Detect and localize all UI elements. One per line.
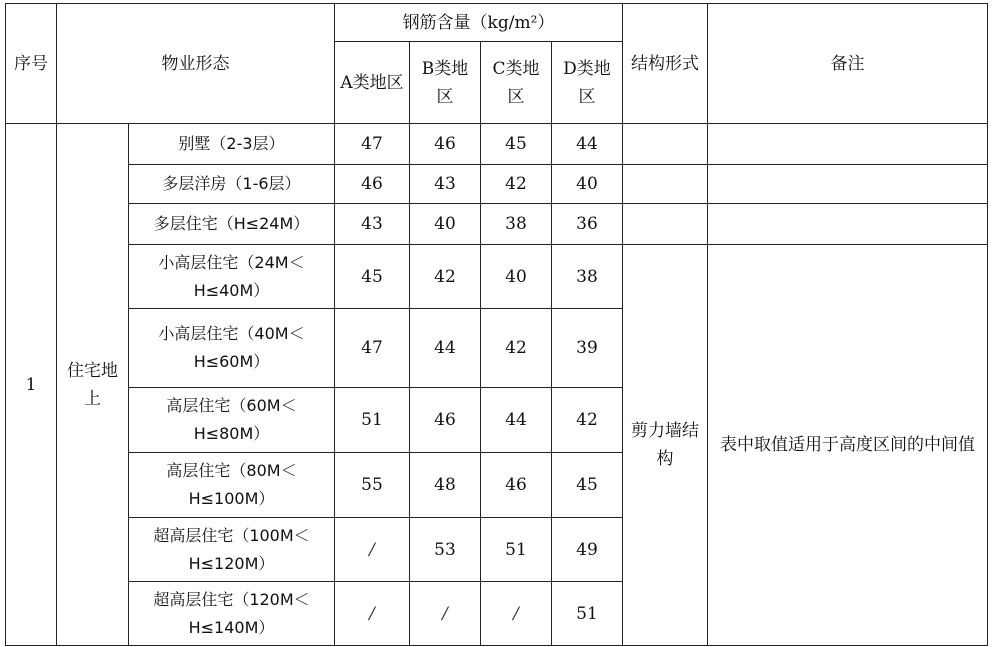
table-row <box>6 204 988 245</box>
value-region-b: 42 <box>410 245 481 309</box>
value-region-c: 38 <box>481 204 552 245</box>
value-region-b: 40 <box>410 204 481 245</box>
row-type: 多层洋房（1-6层） <box>129 165 335 204</box>
header-structure: 结构形式 <box>623 4 708 124</box>
group-name: 住宅地上 <box>57 124 129 646</box>
value-region-d: 44 <box>552 124 623 165</box>
value-region-a: 47 <box>335 124 410 165</box>
value-region-c: 42 <box>481 309 552 388</box>
value-region-b: 53 <box>410 518 481 582</box>
value-region-c: 42 <box>481 165 552 204</box>
header-notes: 备注 <box>708 4 988 124</box>
value-region-d: 39 <box>552 309 623 388</box>
structure-empty <box>623 124 708 165</box>
structure-empty <box>623 204 708 245</box>
value-region-d: 51 <box>552 582 623 646</box>
note-empty <box>708 124 988 165</box>
note-shear-wall: 表中取值适用于高度区间的中间值 <box>708 245 988 646</box>
header-region-b: B类地区 <box>410 42 481 124</box>
value-region-b: / <box>410 582 481 646</box>
row-type: 超高层住宅（120M＜H≤140M） <box>129 582 335 646</box>
value-region-b: 48 <box>410 453 481 518</box>
value-region-d: 45 <box>552 453 623 518</box>
value-region-a: 47 <box>335 309 410 388</box>
value-region-a: 43 <box>335 204 410 245</box>
value-region-d: 38 <box>552 245 623 309</box>
value-region-c: 40 <box>481 245 552 309</box>
structure-shear-wall: 剪力墙结构 <box>623 245 708 646</box>
steel-content-table <box>5 3 988 646</box>
value-region-a: / <box>335 582 410 646</box>
table-row <box>6 245 988 309</box>
row-type: 高层住宅（60M＜H≤80M） <box>129 388 335 453</box>
value-region-d: 49 <box>552 518 623 582</box>
value-region-a: 45 <box>335 245 410 309</box>
table-row <box>6 124 988 165</box>
value-region-c: 45 <box>481 124 552 165</box>
note-empty <box>708 204 988 245</box>
header-steel-content: 钢筋含量（kg/m²） <box>335 4 623 42</box>
row-type: 别墅（2-3层） <box>129 124 335 165</box>
note-empty <box>708 165 988 204</box>
value-region-c: / <box>481 582 552 646</box>
row-type: 高层住宅（80M＜H≤100M） <box>129 453 335 518</box>
value-region-d: 42 <box>552 388 623 453</box>
header-region-a: A类地区 <box>335 42 410 124</box>
value-region-d: 40 <box>552 165 623 204</box>
row-type: 超高层住宅（100M＜H≤120M） <box>129 518 335 582</box>
value-region-a: 55 <box>335 453 410 518</box>
structure-empty <box>623 165 708 204</box>
value-region-b: 44 <box>410 309 481 388</box>
value-region-c: 51 <box>481 518 552 582</box>
value-region-c: 44 <box>481 388 552 453</box>
value-region-b: 46 <box>410 124 481 165</box>
group-seq: 1 <box>6 124 57 646</box>
value-region-a: 51 <box>335 388 410 453</box>
header-seq: 序号 <box>6 4 57 124</box>
row-type: 多层住宅（H≤24M） <box>129 204 335 245</box>
header-region-c: C类地区 <box>481 42 552 124</box>
row-type: 小高层住宅（24M＜H≤40M） <box>129 245 335 309</box>
value-region-c: 46 <box>481 453 552 518</box>
table-row <box>6 165 988 204</box>
value-region-b: 43 <box>410 165 481 204</box>
value-region-a: 46 <box>335 165 410 204</box>
value-region-b: 46 <box>410 388 481 453</box>
header-region-d: D类地区 <box>552 42 623 124</box>
value-region-d: 36 <box>552 204 623 245</box>
header-form: 物业形态 <box>57 4 335 124</box>
value-region-a: / <box>335 518 410 582</box>
row-type: 小高层住宅（40M＜H≤60M） <box>129 309 335 388</box>
